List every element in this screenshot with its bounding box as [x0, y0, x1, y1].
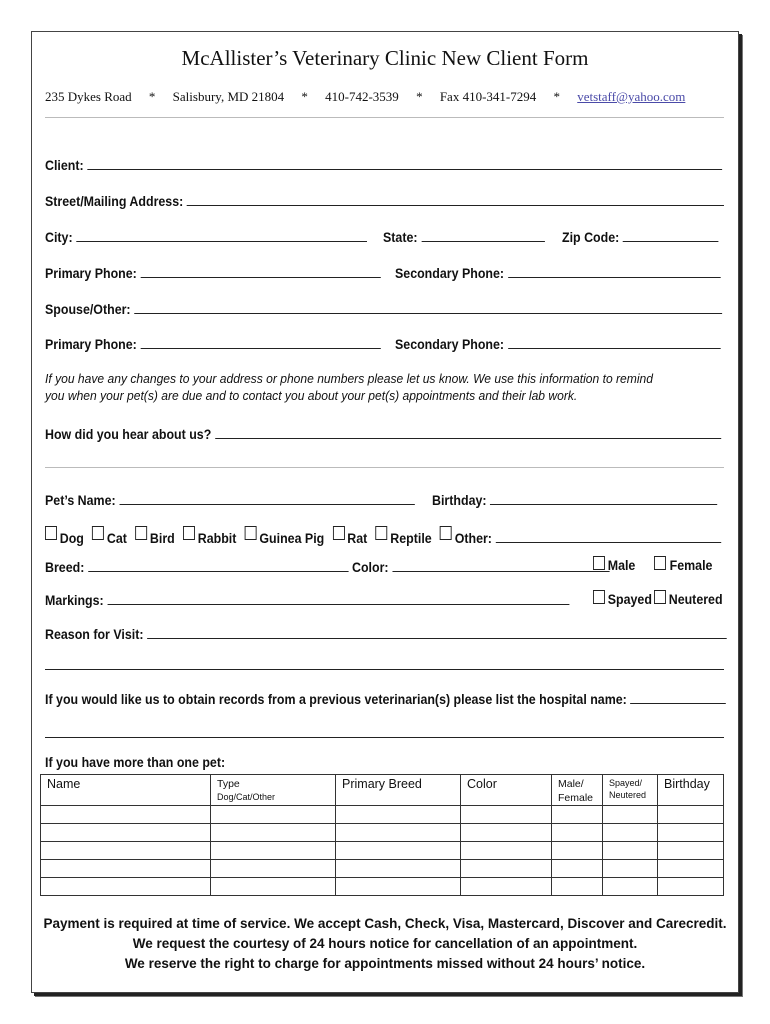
checkbox[interactable] [593, 590, 605, 604]
reason-label: Reason for Visit: [45, 627, 144, 642]
color-label: Color: [352, 560, 389, 575]
street-input-line[interactable] [187, 205, 724, 206]
col-spayed-neutered: Spayed/ Neutered [603, 775, 658, 806]
referral-field[interactable] [45, 422, 721, 442]
secondary-phone-input-line[interactable] [508, 277, 721, 278]
fixed-option-neutered[interactable]: Neutered [654, 587, 728, 607]
primary-phone-field-2[interactable] [45, 332, 381, 352]
species-option-rat[interactable]: Rat [333, 529, 368, 546]
spouse-label: Spouse/Other: [45, 302, 131, 317]
spouse-input-line[interactable] [134, 313, 722, 314]
referral-label: How did you hear about us? [45, 427, 212, 442]
species-option-guinea-pig[interactable]: Guinea Pig [245, 529, 325, 546]
birthday-label: Birthday: [432, 493, 487, 508]
table-row [41, 860, 724, 878]
species-option-reptile[interactable]: Reptile [376, 529, 432, 546]
species-option-other[interactable]: Other: [440, 529, 492, 546]
clinic-phone: 410-742-3539 [325, 89, 399, 104]
breed-input-line[interactable] [88, 571, 349, 572]
birthday-field[interactable] [432, 488, 717, 508]
primary-phone-field[interactable] [45, 261, 381, 281]
col-birthday: Birthday [658, 775, 724, 806]
pet-name-field[interactable] [45, 488, 415, 508]
clinic-email-link[interactable]: vetstaff@yahoo.com [577, 89, 686, 104]
separator: * [301, 89, 308, 104]
records-input-line[interactable] [630, 703, 725, 704]
secondary-phone-label: Secondary Phone: [395, 266, 505, 281]
col-primary-breed: Primary Breed [336, 775, 461, 806]
markings-label: Markings: [45, 593, 104, 608]
secondary-phone-input-line-2[interactable] [508, 348, 721, 349]
state-input-line[interactable] [421, 241, 545, 242]
markings-field[interactable] [45, 588, 569, 608]
divider [45, 117, 724, 118]
col-name: Name [41, 775, 211, 806]
checkbox[interactable] [183, 526, 195, 540]
species-option-bird[interactable]: Bird [135, 529, 175, 546]
col-color: Color [461, 775, 552, 806]
breed-label: Breed: [45, 560, 85, 575]
zip-label: Zip Code: [562, 230, 620, 245]
divider [45, 467, 724, 468]
sex-option-male[interactable]: Male [593, 553, 648, 573]
table-header-row [41, 775, 724, 806]
breed-field[interactable] [45, 555, 349, 575]
checkbox[interactable] [333, 526, 345, 540]
records-label: If you would like us to obtain records from a previous veterinarian(s) please list the hospital name: [45, 692, 627, 707]
checkbox[interactable] [135, 526, 147, 540]
policy-line-cancellation: We request the courtesy of 24 hours notice for cancellation of an appointment. [132, 936, 638, 951]
clinic-fax: Fax 410-341-7294 [439, 89, 537, 104]
referral-input-line[interactable] [215, 438, 721, 439]
color-field[interactable] [352, 555, 610, 575]
separator: * [148, 89, 156, 104]
table-row [41, 806, 724, 824]
street-label: Street/Mailing Address: [45, 194, 184, 209]
records-field[interactable] [45, 687, 726, 707]
other-species-input-line[interactable] [496, 542, 722, 543]
checkbox[interactable] [654, 590, 666, 604]
reason-field[interactable] [45, 622, 727, 642]
checkbox[interactable] [45, 526, 57, 540]
clinic-city: Salisbury, MD 21804 [172, 89, 285, 104]
species-option-cat[interactable]: Cat [92, 529, 127, 546]
checkbox[interactable] [654, 556, 666, 570]
checkbox[interactable] [92, 526, 104, 540]
checkbox[interactable] [245, 526, 257, 540]
primary-phone-label: Primary Phone: [45, 266, 137, 281]
client-input-line[interactable] [87, 169, 722, 170]
payment-policy [32, 914, 738, 974]
markings-input-line[interactable] [107, 604, 569, 605]
client-label: Client: [45, 158, 84, 173]
city-field[interactable] [45, 225, 367, 245]
multi-pet-table [40, 774, 724, 896]
clinic-address: 235 Dykes Road [45, 89, 132, 104]
street-field[interactable] [45, 189, 724, 209]
col-type: Type Dog/Cat/Other [211, 775, 336, 806]
species-options [45, 524, 721, 546]
fixed-option-spayed[interactable]: Spayed [593, 587, 657, 607]
sex-option-female[interactable]: Female [654, 553, 723, 573]
color-input-line[interactable] [392, 571, 609, 572]
city-input-line[interactable] [76, 241, 367, 242]
zip-input-line[interactable] [623, 241, 718, 242]
primary-phone-input-line[interactable] [140, 277, 380, 278]
blank-line[interactable] [45, 669, 724, 670]
clinic-contact-line [45, 89, 685, 105]
checkbox[interactable] [593, 556, 605, 570]
primary-phone-input-line-2[interactable] [140, 348, 380, 349]
col-sex: Male/ Female [552, 775, 603, 806]
form-page [31, 31, 739, 993]
blank-line[interactable] [45, 737, 724, 738]
table-row [41, 842, 724, 860]
state-label: State: [383, 230, 418, 245]
species-option-rabbit[interactable]: Rabbit [183, 529, 236, 546]
spouse-field[interactable] [45, 297, 722, 317]
separator: * [553, 89, 560, 104]
contact-update-note: If you have any changes to your address or phone numbers please let us know. We use this information to remind you when your pet(s) are due and to contact you about your pet(s) appointments and their lab work. [45, 371, 653, 403]
multi-pet-heading: If you have more than one pet: [45, 755, 226, 770]
table-row [41, 824, 724, 842]
city-label: City: [45, 230, 73, 245]
state-field[interactable] [383, 225, 545, 245]
separator: * [416, 89, 423, 104]
table-row [41, 878, 724, 896]
secondary-phone-field-2[interactable] [395, 332, 721, 352]
client-field[interactable] [45, 153, 722, 173]
checkbox[interactable] [376, 526, 388, 540]
form-title: McAllister’s Veterinary Clinic New Client Form [181, 46, 589, 70]
secondary-phone-label-2: Secondary Phone: [395, 337, 505, 352]
policy-line-missed: We reserve the right to charge for appointments missed without 24 hours’ notice. [124, 956, 646, 971]
reason-input-line[interactable] [147, 638, 727, 639]
primary-phone-label-2: Primary Phone: [45, 337, 137, 352]
species-option-dog[interactable]: Dog [45, 529, 84, 546]
birthday-input-line[interactable] [490, 504, 717, 505]
pet-name-label: Pet’s Name: [45, 493, 116, 508]
policy-line-payment: Payment is required at time of service. We accept Cash, Check, Visa, Mastercard, Discover and Carecredit. [43, 916, 727, 931]
secondary-phone-field[interactable] [395, 261, 721, 281]
zip-field[interactable] [562, 225, 718, 245]
checkbox[interactable] [440, 526, 452, 540]
pet-name-input-line[interactable] [119, 504, 415, 505]
